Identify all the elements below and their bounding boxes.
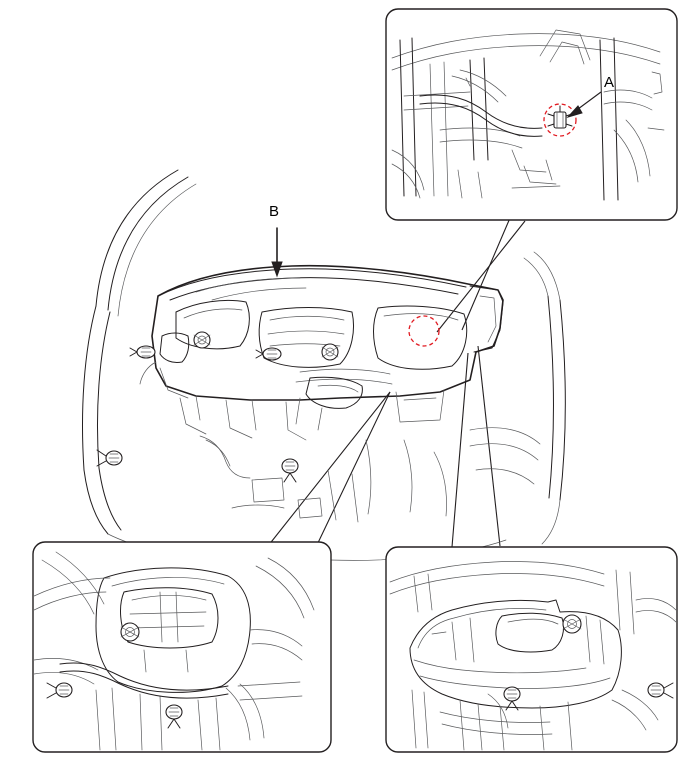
upper-right-inset (386, 9, 677, 220)
bolt-marker (97, 450, 122, 466)
bolt-marker (194, 332, 210, 348)
bolt-marker (282, 459, 298, 482)
bolt-marker (130, 346, 155, 358)
bolt-marker (256, 348, 281, 360)
lower-left-inset (33, 542, 331, 752)
leader-to-lower-right-inset-2 (478, 346, 500, 546)
highlight-circle-connector (409, 316, 439, 346)
callout-label-a: A (604, 74, 615, 91)
lower-right-inset (386, 547, 677, 752)
bolt-marker (322, 344, 338, 360)
instrument-panel-assembly (140, 266, 503, 478)
callout-label-b: B (269, 203, 280, 220)
main-vehicle-interior (83, 170, 566, 562)
callout-b-arrow (272, 228, 282, 276)
bolt-marker (121, 623, 139, 641)
bolt-marker (563, 615, 581, 633)
bolt-markers-main (97, 332, 338, 482)
leader-to-upper-inset-2 (462, 218, 510, 330)
leader-to-upper-inset (437, 221, 525, 332)
leader-to-lower-left-inset-2 (316, 392, 390, 547)
leader-lines (268, 218, 525, 547)
